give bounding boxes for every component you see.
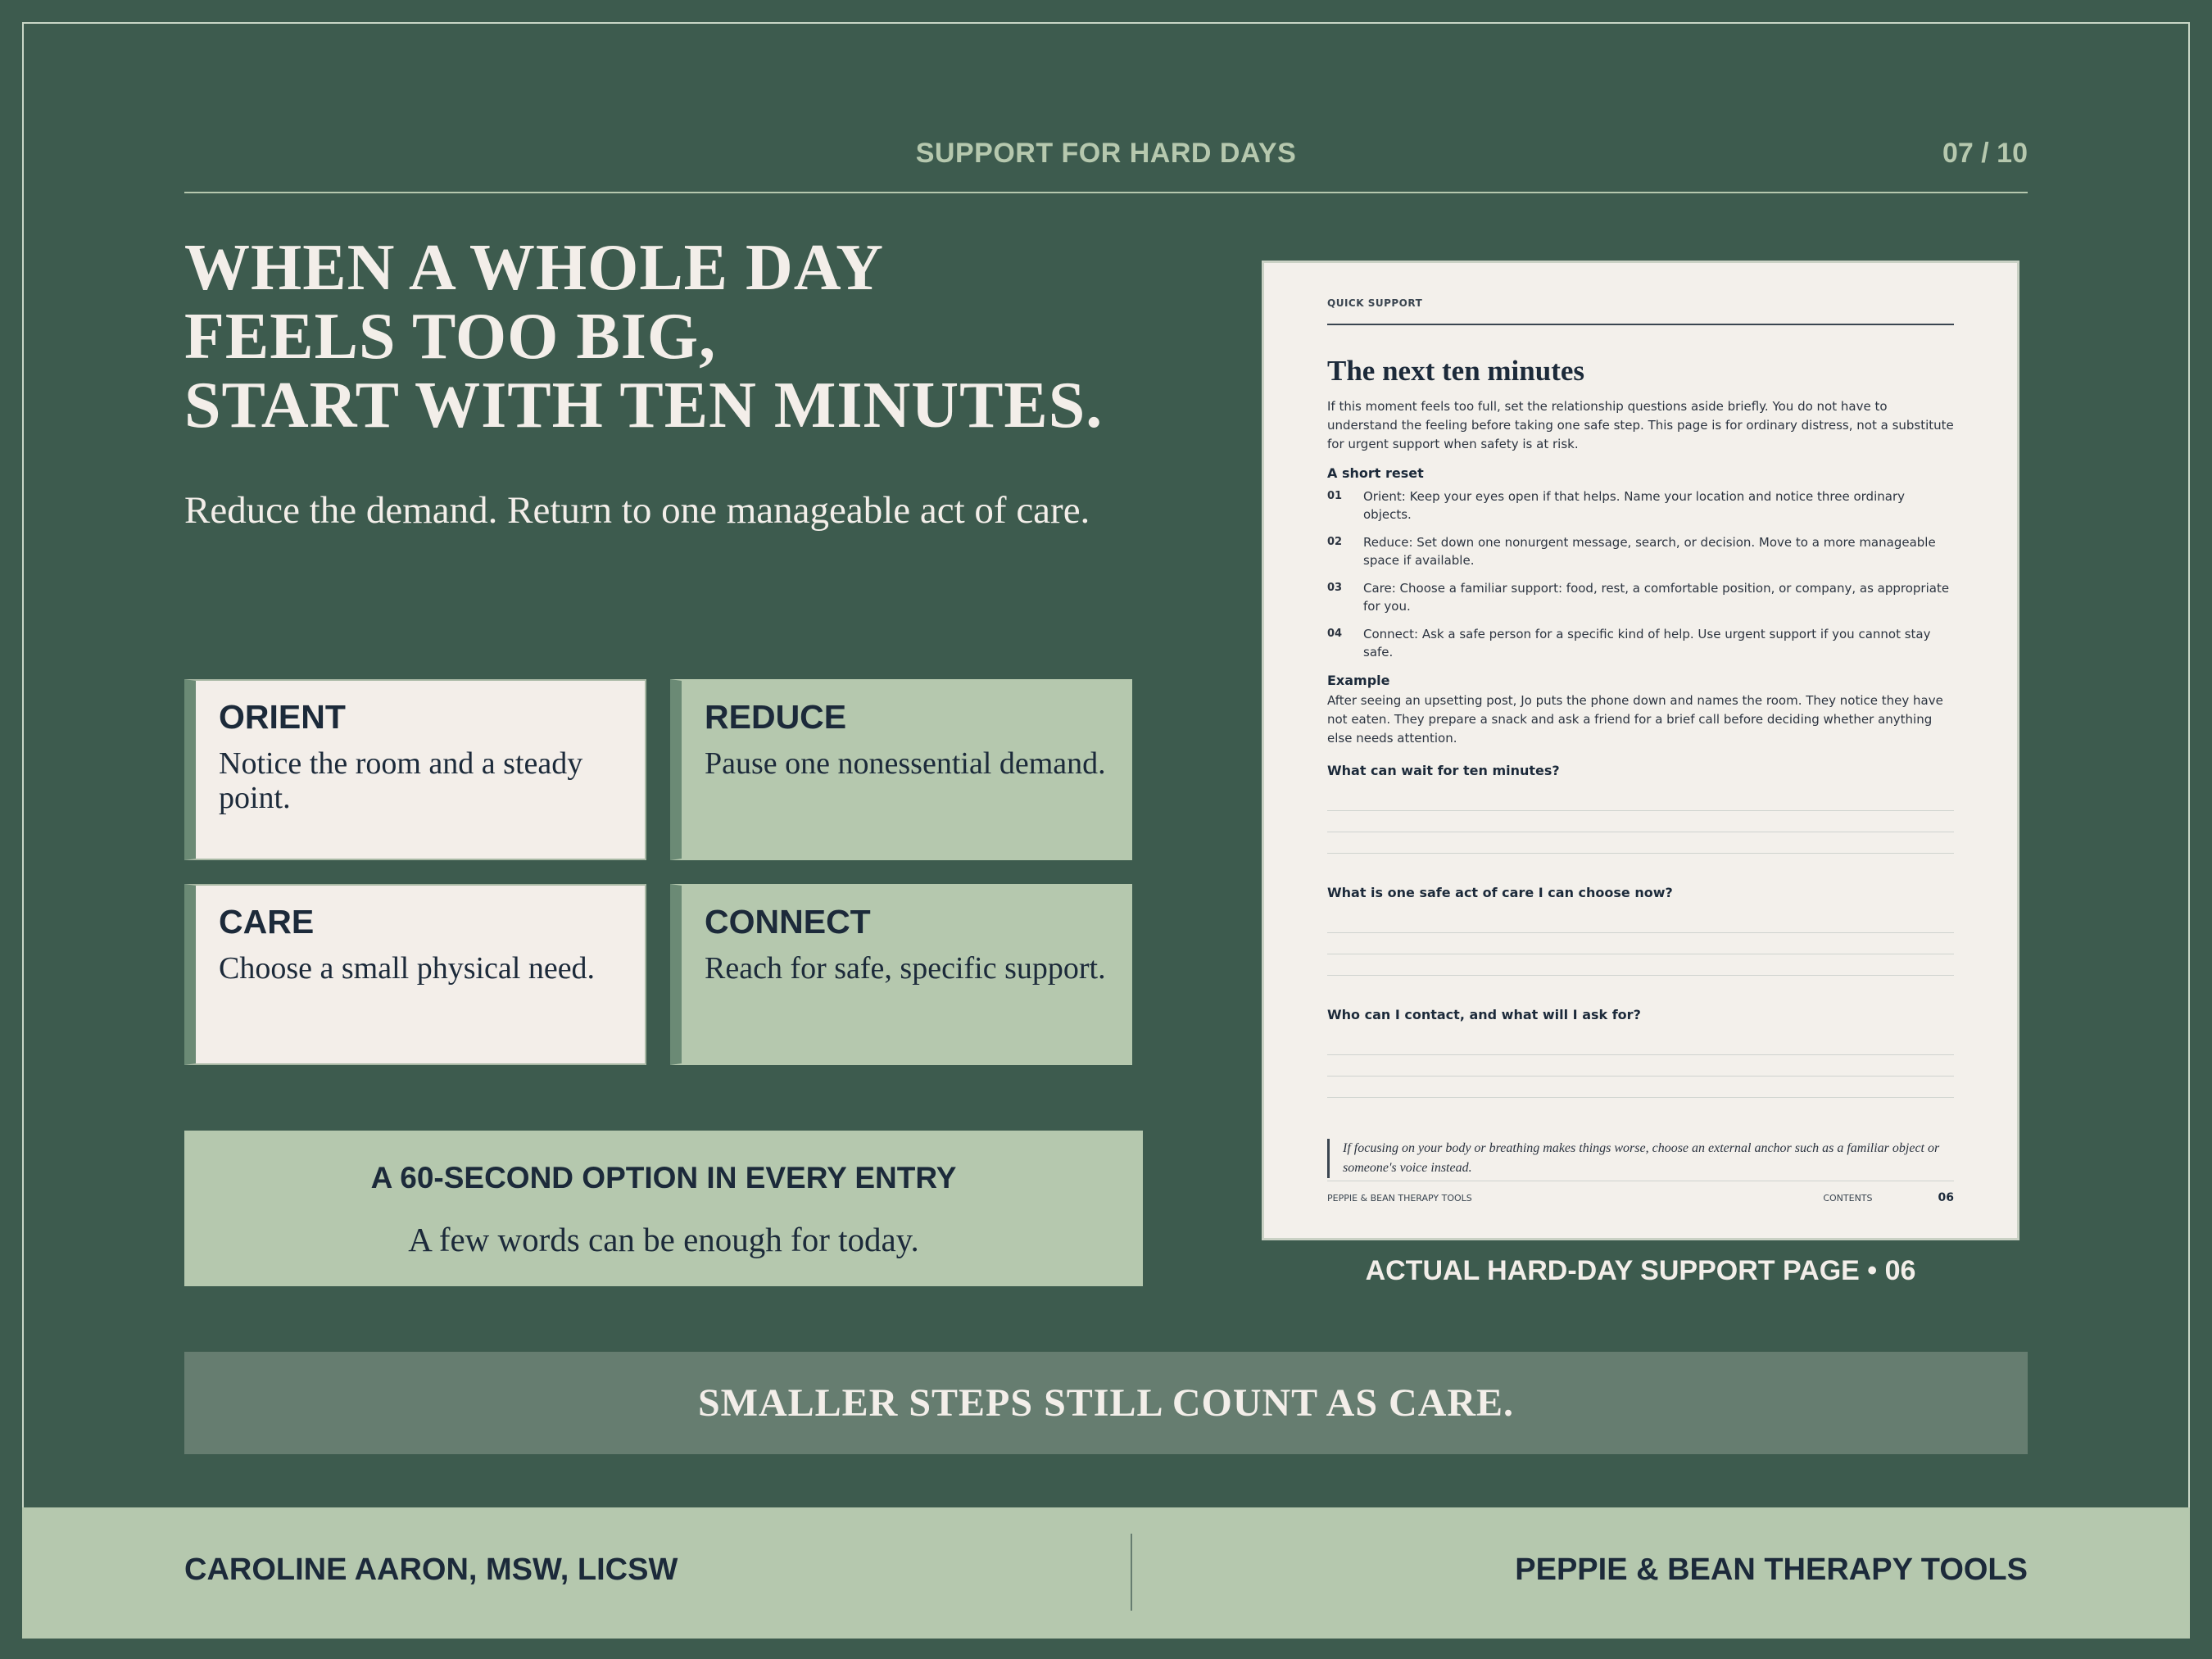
card-body: Choose a small physical need. <box>219 951 596 986</box>
card-title: ORIENT <box>219 698 346 736</box>
card-orient <box>184 679 646 860</box>
doc-example-heading: Example <box>1327 673 1390 688</box>
doc-note: If focusing on your body or breathing makes things worse, choose an external anchor such as a familiar object or someone's voice instead. <box>1327 1139 1954 1178</box>
headline-line-2: FEELS TOO BIG, <box>184 301 717 373</box>
doc-reset-heading: A short reset <box>1327 465 1424 481</box>
card-body: Pause one nonessential demand. <box>705 746 1106 781</box>
footer-divider <box>1131 1534 1132 1611</box>
support-page-preview <box>1262 261 2019 1240</box>
sixty-second-option-box <box>184 1131 1143 1286</box>
doc-question: Who can I contact, and what will I ask for? <box>1327 1007 1641 1022</box>
step-number: 04 <box>1327 628 1343 640</box>
headline-line-3: START WITH TEN MINUTES. <box>184 369 1104 442</box>
step-number: 03 <box>1327 582 1343 594</box>
headline <box>184 233 1208 440</box>
card-care <box>184 884 646 1065</box>
doc-label: QUICK SUPPORT <box>1327 297 1423 309</box>
page-indicator: 07 / 10 <box>1942 138 2028 169</box>
doc-footer-page: 06 <box>1938 1191 1954 1204</box>
step-text: Reduce: Set down one nonurgent message, search, or decision. Move to a more manageable space if available. <box>1363 535 1936 568</box>
doc-divider <box>1327 324 1954 325</box>
doc-step <box>1327 487 1954 524</box>
card-title: CONNECT <box>705 903 871 941</box>
answer-lines <box>1327 1034 1954 1098</box>
doc-intro: If this moment feels too full, set the relationship questions aside briefly. You do not have to understand the feeling before taking one safe step. This page is for ordinary distress, not a substitute for urgent support when safety is at risk. <box>1327 399 1954 451</box>
card-reduce <box>670 679 1132 860</box>
card-title: CARE <box>219 903 315 941</box>
footer-author: CAROLINE AARON, MSW, LICSW <box>184 1552 678 1587</box>
doc-title: The next ten minutes <box>1327 355 1585 387</box>
option-title: A 60-SECOND OPTION IN EVERY ENTRY <box>370 1161 957 1194</box>
doc-step <box>1327 533 1954 569</box>
card-title: REDUCE <box>705 698 847 736</box>
step-number: 02 <box>1327 536 1343 548</box>
bottom-banner <box>184 1352 2028 1454</box>
footer-brand: PEPPIE & BEAN THERAPY TOOLS <box>1515 1552 2028 1587</box>
doc-steps <box>1327 487 1954 661</box>
headline-line-1: WHEN A WHOLE DAY <box>184 232 885 304</box>
step-text: Care: Choose a familiar support: food, rest, a comfortable position, or company, as appropriate for you. <box>1363 581 1950 614</box>
doc-caption: ACTUAL HARD-DAY SUPPORT PAGE • 06 <box>1365 1255 1916 1286</box>
doc-step <box>1327 625 1954 661</box>
banner-text: SMALLER STEPS STILL COUNT AS CARE. <box>697 1381 1515 1425</box>
card-body: Notice the room and a steady point. <box>219 746 583 815</box>
step-text: Orient: Keep your eyes open if that helps. Name your location and notice three ordinary objects. <box>1363 489 1905 522</box>
doc-question: What can wait for ten minutes? <box>1327 763 1560 778</box>
doc-footer <box>1327 1181 1954 1204</box>
step-text: Connect: Ask a safe person for a specific kind of help. Use urgent support if you cannot stay safe. <box>1363 627 1931 660</box>
answer-lines <box>1327 912 1954 976</box>
header-divider <box>184 192 2028 193</box>
footer-bar <box>22 1507 2190 1639</box>
doc-footer-contents: CONTENTS <box>1823 1192 1873 1203</box>
subhead: Reduce the demand. Return to one manageable act of care. <box>184 489 1090 532</box>
doc-question: What is one safe act of care I can choose now? <box>1327 885 1673 900</box>
option-body: A few words can be enough for today. <box>408 1221 919 1258</box>
section-label: SUPPORT FOR HARD DAYS <box>915 138 1297 169</box>
doc-step <box>1327 579 1954 615</box>
doc-footer-brand: PEPPIE & BEAN THERAPY TOOLS <box>1327 1192 1472 1203</box>
card-body: Reach for safe, specific support. <box>705 951 1106 986</box>
card-connect <box>670 884 1132 1065</box>
step-number: 01 <box>1327 490 1343 502</box>
answer-lines <box>1327 790 1954 854</box>
doc-example-text: After seeing an upsetting post, Jo puts the phone down and names the room. They notice they have not eaten. They prepare a snack and ask a friend for a brief call before deciding whether anything else needs attention. <box>1327 693 1943 746</box>
